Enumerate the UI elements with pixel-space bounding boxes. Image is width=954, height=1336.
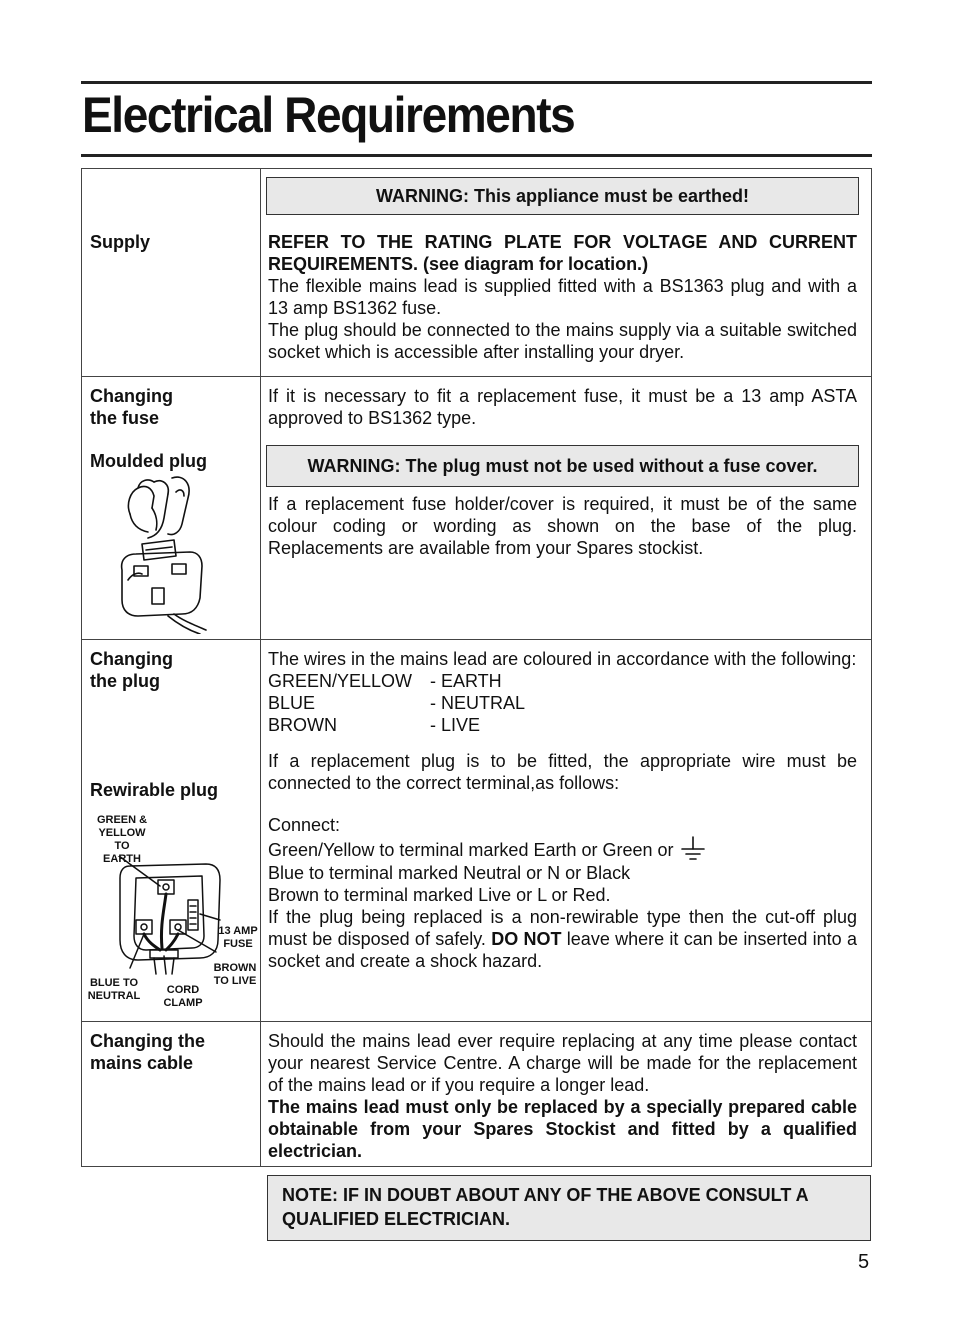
moulded-plug-illustration <box>112 474 212 634</box>
fuse-callout: 13 AMP FUSE <box>218 925 258 950</box>
page-number: 5 <box>858 1251 870 1273</box>
connect-live-line: Brown to terminal marked Live or L or Red. <box>268 885 611 905</box>
earth-warning-box: WARNING: This appliance must be earthed! <box>266 177 859 215</box>
plug-label-line-1: Changing <box>90 649 173 669</box>
fuse-label-cell <box>82 377 261 639</box>
cable-paragraph-1: Should the mains lead ever require replacing at any time please contact your nearest Service Centre. A charge will be made for the replacement of the mains lead or if you require a longer lead. <box>268 1031 857 1095</box>
header-rule-top <box>81 81 872 84</box>
replacement-plug-paragraph: If a replacement plug is to be fitted, the appropriate wire must be connected to the correct terminal,as follows: <box>268 751 857 793</box>
wire-colour-list <box>268 670 857 736</box>
fuse-paragraph-1: If it is necessary to fit a replacement fuse, it must be a 13 amp ASTA approved to BS1362 type. <box>268 386 857 428</box>
supply-content <box>261 169 871 376</box>
wire-row-live: BROWN - LIVE <box>268 715 481 735</box>
cable-label-line-1: Changing the <box>90 1031 205 1051</box>
fuse-paragraph-2: If a replacement fuse holder/cover is required, it must be of the same colour coding or wording as shown on the base of the plug. Replacements are available from your Spares stockist. <box>268 494 857 558</box>
connect-earth-line: Green/Yellow to terminal marked Earth or Green or <box>268 836 857 862</box>
header-rule-bottom <box>81 154 872 157</box>
supply-paragraph-1: The flexible mains lead is supplied fitted with a BS1363 plug and with a 13 amp BS1362 fuse. <box>268 276 857 318</box>
fuse-row <box>82 376 871 639</box>
rewirable-plug-label: Rewirable plug <box>90 780 219 800</box>
electrician-note-box: NOTE: IF IN DOUBT ABOUT ANY OF THE ABOVE CONSULT A QUALIFIED ELECTRICIAN. <box>267 1175 871 1241</box>
rating-plate-notice: REFER TO THE RATING PLATE FOR VOLTAGE AND CURRENT REQUIREMENTS. (see diagram for location.) <box>268 232 857 274</box>
plug-row <box>82 639 871 1021</box>
supply-paragraph-2: The plug should be connected to the mains supply via a suitable switched socket which is accessible after installing your dryer. <box>268 320 857 362</box>
supply-row <box>82 169 871 376</box>
plug-content <box>261 640 871 1021</box>
rewirable-plug-diagram <box>108 856 228 976</box>
plug-label-cell <box>82 640 261 1021</box>
live-callout: BROWN TO LIVE <box>213 962 257 987</box>
connect-heading: Connect: <box>268 815 341 835</box>
connect-neutral-line: Blue to terminal marked Neutral or N or Black <box>268 863 631 883</box>
fuse-label-line-1: Changing <box>90 386 173 406</box>
supply-label-cell <box>82 169 261 376</box>
requirements-table <box>81 168 872 1167</box>
fuse-content <box>261 377 871 639</box>
cable-label-cell <box>82 1022 261 1166</box>
cable-row <box>82 1021 871 1166</box>
cable-content <box>261 1022 871 1166</box>
supply-label: Supply <box>90 232 151 252</box>
fuse-cover-warning-box: WARNING: The plug must not be used without a fuse cover. <box>266 445 859 487</box>
cable-label-line-2: mains cable <box>90 1053 194 1073</box>
cable-paragraph-2: The mains lead must only be replaced by a specially prepared cable obtainable from your Spares Stockist and fitted by a qualified electrician. <box>268 1097 857 1161</box>
wire-colours-intro: The wires in the mains lead are coloured in accordance with the following: <box>268 649 857 669</box>
fuse-label-line-2: the fuse <box>90 408 160 428</box>
wire-row-neutral: BLUE - NEUTRAL <box>268 693 526 713</box>
earth-symbol-icon <box>680 836 706 862</box>
plug-label-line-2: the plug <box>90 671 160 691</box>
cord-clamp-callout: CORD CLAMP <box>163 984 203 1009</box>
moulded-plug-label: Moulded plug <box>90 451 207 471</box>
page-title: Electrical Requirements <box>82 87 575 143</box>
wire-row-earth: GREEN/YELLOW - EARTH <box>268 671 502 691</box>
earth-callout: GREEN & YELLOW TO EARTH <box>96 814 148 865</box>
neutral-callout: BLUE TO NEUTRAL <box>87 977 141 1002</box>
non-rewirable-paragraph: If the plug being replaced is a non-rewirable type then the cut-off plug must be disposed of safely. DO NOT leave where it can be inserted into a socket and create a shock hazard. <box>268 907 857 971</box>
